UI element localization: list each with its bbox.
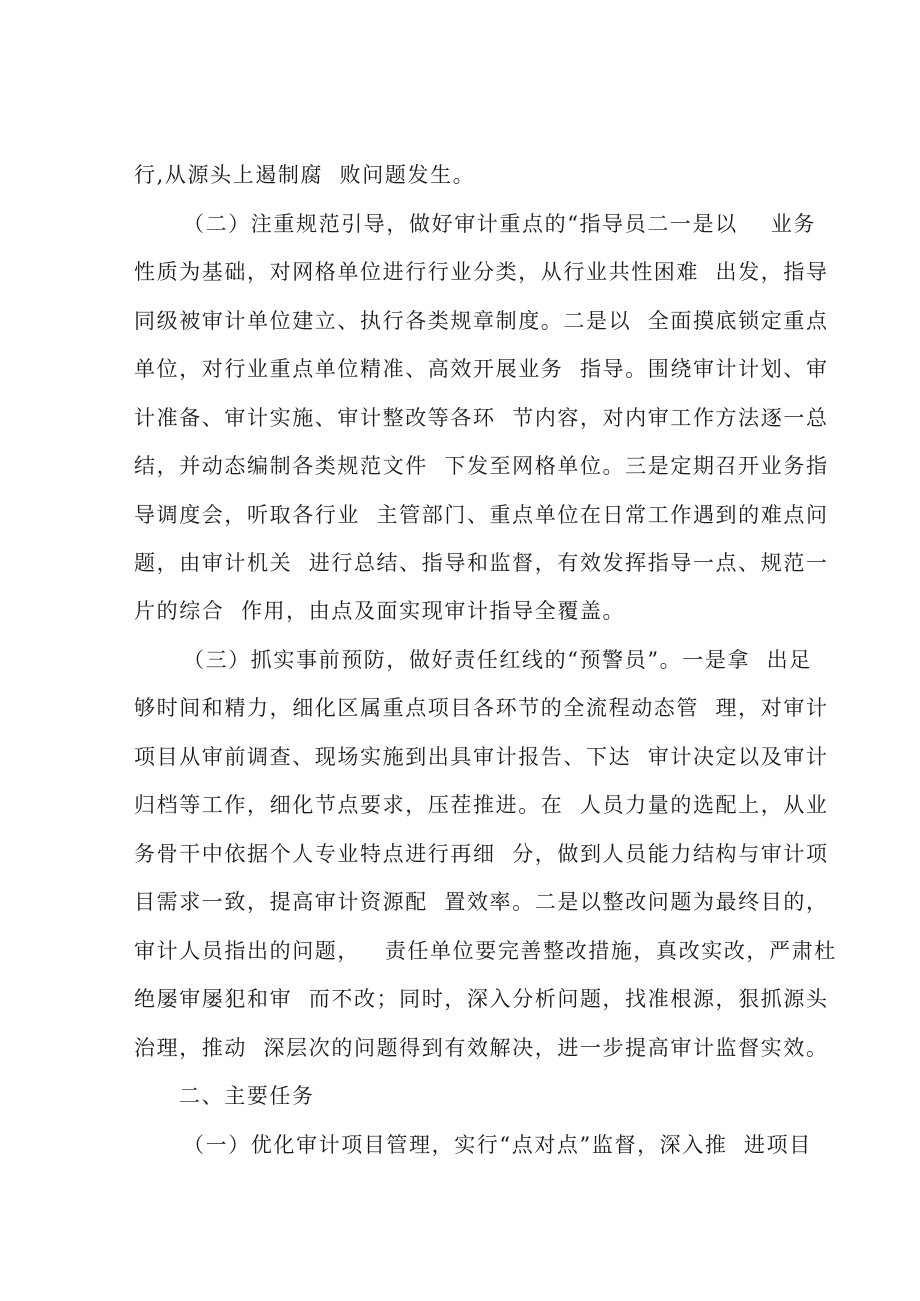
text-line: 绝屡审屡犯和审 而不改；同时，深入分析问题，找准根源，狠抓源头 <box>134 987 829 1011</box>
text-line: 性质为基础，对网格单位进行行业分类，从行业共性困难 出发，指导 <box>134 260 829 284</box>
text-line: 够时间和精力，细化区属重点项目各环节的全流程动态管 理，对审计 <box>134 696 829 720</box>
text-line: 片的综合 作用，由点及面实现审计指导全覆盖。 <box>134 599 626 623</box>
paragraph-first-line: （二）注重规范引导，做好审计重点的“指导员二一是以 业务 <box>183 212 817 236</box>
text-line: 单位，对行业重点单位精准、高效开展业务 指导。围绕审计计划、审 <box>134 357 829 381</box>
text-line: 治理，推动 深层次的问题得到有效解决，进一步提高审计监督实效。 <box>134 1036 829 1060</box>
text-line: 归档等工作，细化节点要求，压茬推进。在 人员力量的选配上，从业 <box>134 793 829 817</box>
section-heading: 二、主要任务 <box>179 1084 315 1108</box>
text-line: 务骨干中依据个人专业特点进行再细 分，做到人员能力结构与审计项 <box>134 842 829 866</box>
paragraph-first-line: （一）优化审计项目管理，实行“点对点”监督，深入推 进项目 <box>183 1133 812 1157</box>
text-line: 目需求一致，提高审计资源配 置效率。二是以整改问题为最终目的， <box>134 890 829 914</box>
paragraph-first-line: （三）抓实事前预防，做好责任红线的“预警员”。一是拿 出足 <box>183 648 812 672</box>
text-line: 题，由审计机关 进行总结、指导和监督，有效发挥指导一点、规范一 <box>134 551 829 575</box>
text-line: 导调度会，听取各行业 主管部门、重点单位在日常工作遇到的难点问 <box>134 503 829 527</box>
text-line: 结，并动态编制各类规范文件 下发至网格单位。三是定期召开业务指 <box>134 454 829 478</box>
text-line: 审计人员指出的问题， 责任单位要完善整改措施，真改实改，严肃杜 <box>134 939 837 963</box>
text-line: 同级被审计单位建立、执行各类规章制度。二是以 全面摸底锁定重点 <box>134 309 829 333</box>
text-line: 项目从审前调查、现场实施到出具审计报告、下达 审计决定以及审计 <box>134 745 829 769</box>
text-line: 行,从源头上遏制腐 败问题发生。 <box>134 163 476 187</box>
text-line: 计准备、审计实施、审计整改等各环 节内容，对内审工作方法逐一总 <box>134 406 829 430</box>
